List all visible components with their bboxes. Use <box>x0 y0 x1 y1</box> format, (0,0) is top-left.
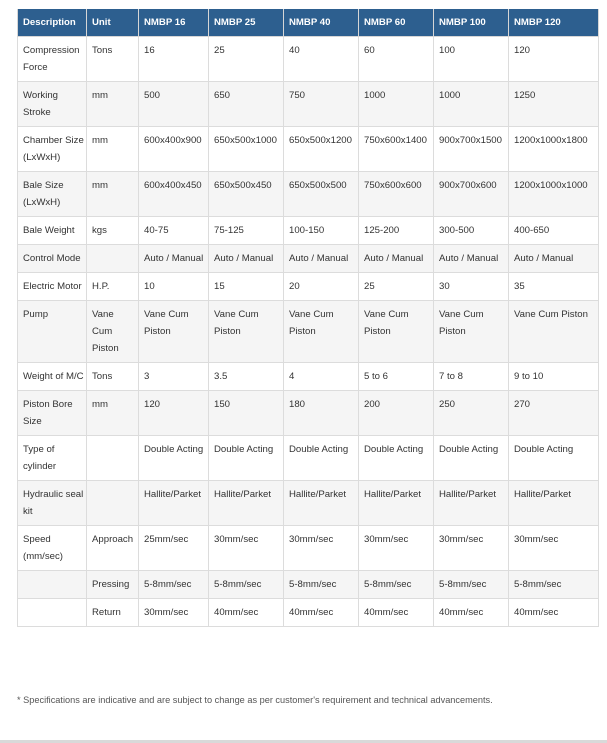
table-row <box>18 363 599 391</box>
table-cell-nmbp-40: 750 <box>284 82 359 127</box>
table-cell-nmbp-120: 120 <box>509 37 599 82</box>
table-cell-description: Chamber Size (LxWxH) <box>18 127 87 172</box>
table-cell-nmbp-25: 150 <box>209 391 284 436</box>
column-header-nmbp-40: NMBP 40 <box>284 9 359 37</box>
table-cell-nmbp-60: Auto / Manual <box>359 245 434 273</box>
table-row <box>18 82 599 127</box>
table-cell-nmbp-16: 5-8mm/sec <box>139 571 209 599</box>
table-cell-nmbp-60: 40mm/sec <box>359 599 434 627</box>
column-header-nmbp-25: NMBP 25 <box>209 9 284 37</box>
table-row <box>18 37 599 82</box>
table-row <box>18 127 599 172</box>
table-cell-description: Control Mode <box>18 245 87 273</box>
table-cell-nmbp-100: Double Acting <box>434 436 509 481</box>
table-cell-nmbp-25: 5-8mm/sec <box>209 571 284 599</box>
table-cell-nmbp-120: 400-650 <box>509 217 599 245</box>
table-cell-nmbp-25: 30mm/sec <box>209 526 284 571</box>
table-cell-nmbp-120: Hallite/Parket <box>509 481 599 526</box>
table-cell-nmbp-100: 300-500 <box>434 217 509 245</box>
table-cell-unit: Tons <box>87 363 139 391</box>
table-row <box>18 571 599 599</box>
table-cell-nmbp-40: Hallite/Parket <box>284 481 359 526</box>
table-row <box>18 273 599 301</box>
table-cell-nmbp-60: 60 <box>359 37 434 82</box>
table-cell-nmbp-25: 75-125 <box>209 217 284 245</box>
table-cell-unit: mm <box>87 391 139 436</box>
table-cell-description: Compression Force <box>18 37 87 82</box>
table-cell-unit <box>87 245 139 273</box>
table-cell-unit: Tons <box>87 37 139 82</box>
table-cell-unit: mm <box>87 82 139 127</box>
table-cell-nmbp-60: 1000 <box>359 82 434 127</box>
table-cell-nmbp-120: 35 <box>509 273 599 301</box>
table-cell-nmbp-40: Vane Cum Piston <box>284 301 359 363</box>
table-row <box>18 391 599 436</box>
table-row <box>18 217 599 245</box>
table-cell-unit: Return <box>87 599 139 627</box>
table-cell-nmbp-25: 650x500x450 <box>209 172 284 217</box>
table-row <box>18 599 599 627</box>
table-cell-nmbp-100: 100 <box>434 37 509 82</box>
table-cell-unit: mm <box>87 127 139 172</box>
table-cell-nmbp-100: 900x700x1500 <box>434 127 509 172</box>
table-cell-nmbp-25: 650 <box>209 82 284 127</box>
table-cell-description: Hydraulic seal kit <box>18 481 87 526</box>
column-header-unit: Unit <box>87 9 139 37</box>
table-cell-description: Weight of M/C <box>18 363 87 391</box>
table-cell-nmbp-16: Vane Cum Piston <box>139 301 209 363</box>
table-cell-nmbp-16: 120 <box>139 391 209 436</box>
table-cell-nmbp-120: 1200x1000x1000 <box>509 172 599 217</box>
table-cell-nmbp-100: 30mm/sec <box>434 526 509 571</box>
table-cell-description <box>18 571 87 599</box>
table-cell-nmbp-16: 30mm/sec <box>139 599 209 627</box>
table-cell-nmbp-16: Auto / Manual <box>139 245 209 273</box>
table-cell-nmbp-40: 40mm/sec <box>284 599 359 627</box>
table-cell-nmbp-25: 650x500x1000 <box>209 127 284 172</box>
table-cell-nmbp-100: 40mm/sec <box>434 599 509 627</box>
table-cell-nmbp-120: Vane Cum Piston <box>509 301 599 363</box>
table-cell-nmbp-60: Double Acting <box>359 436 434 481</box>
table-cell-nmbp-60: 125-200 <box>359 217 434 245</box>
table-cell-nmbp-60: 200 <box>359 391 434 436</box>
table-row <box>18 526 599 571</box>
table-cell-nmbp-25: 25 <box>209 37 284 82</box>
table-cell-nmbp-40: 4 <box>284 363 359 391</box>
table-cell-unit: Approach <box>87 526 139 571</box>
table-cell-nmbp-60: 750x600x600 <box>359 172 434 217</box>
table-cell-nmbp-100: 250 <box>434 391 509 436</box>
table-cell-nmbp-60: Vane Cum Piston <box>359 301 434 363</box>
table-cell-description: Pump <box>18 301 87 363</box>
table-row <box>18 436 599 481</box>
table-cell-nmbp-40: 100-150 <box>284 217 359 245</box>
table-cell-nmbp-40: 650x500x1200 <box>284 127 359 172</box>
table-cell-nmbp-60: 25 <box>359 273 434 301</box>
table-row <box>18 245 599 273</box>
table-cell-nmbp-60: 750x600x1400 <box>359 127 434 172</box>
table-cell-nmbp-25: 15 <box>209 273 284 301</box>
table-cell-description: Electric Motor <box>18 273 87 301</box>
table-cell-nmbp-25: Vane Cum Piston <box>209 301 284 363</box>
table-cell-nmbp-120: 270 <box>509 391 599 436</box>
table-cell-description: Bale Weight <box>18 217 87 245</box>
table-cell-nmbp-25: 3.5 <box>209 363 284 391</box>
table-header-row <box>18 9 599 37</box>
table-row <box>18 301 599 363</box>
table-cell-nmbp-40: 20 <box>284 273 359 301</box>
table-cell-description: Working Stroke <box>18 82 87 127</box>
table-cell-nmbp-40: 40 <box>284 37 359 82</box>
table-cell-nmbp-40: Auto / Manual <box>284 245 359 273</box>
table-cell-nmbp-16: 40-75 <box>139 217 209 245</box>
table-cell-nmbp-60: 5 to 6 <box>359 363 434 391</box>
table-cell-description: Speed (mm/sec) <box>18 526 87 571</box>
table-cell-nmbp-40: 180 <box>284 391 359 436</box>
table-cell-nmbp-120: 40mm/sec <box>509 599 599 627</box>
table-cell-nmbp-100: 900x700x600 <box>434 172 509 217</box>
table-cell-nmbp-16: Hallite/Parket <box>139 481 209 526</box>
table-cell-nmbp-16: 600x400x450 <box>139 172 209 217</box>
table-cell-unit <box>87 436 139 481</box>
column-header-nmbp-120: NMBP 120 <box>509 9 599 37</box>
specifications-table <box>17 9 599 627</box>
table-cell-nmbp-100: 7 to 8 <box>434 363 509 391</box>
table-cell-unit: mm <box>87 172 139 217</box>
table-cell-unit <box>87 481 139 526</box>
table-cell-nmbp-25: 40mm/sec <box>209 599 284 627</box>
table-cell-nmbp-25: Double Acting <box>209 436 284 481</box>
table-cell-unit: H.P. <box>87 273 139 301</box>
table-cell-description <box>18 599 87 627</box>
table-cell-nmbp-120: 5-8mm/sec <box>509 571 599 599</box>
table-cell-nmbp-40: Double Acting <box>284 436 359 481</box>
table-cell-nmbp-40: 30mm/sec <box>284 526 359 571</box>
table-cell-nmbp-60: 30mm/sec <box>359 526 434 571</box>
table-cell-nmbp-16: 500 <box>139 82 209 127</box>
column-header-nmbp-60: NMBP 60 <box>359 9 434 37</box>
table-cell-nmbp-16: 3 <box>139 363 209 391</box>
table-cell-nmbp-120: Double Acting <box>509 436 599 481</box>
table-cell-description: Piston Bore Size <box>18 391 87 436</box>
table-cell-nmbp-120: 1250 <box>509 82 599 127</box>
table-cell-nmbp-100: 1000 <box>434 82 509 127</box>
table-cell-nmbp-100: 30 <box>434 273 509 301</box>
table-cell-nmbp-60: Hallite/Parket <box>359 481 434 526</box>
table-cell-unit: Vane Cum Piston <box>87 301 139 363</box>
table-cell-nmbp-100: 5-8mm/sec <box>434 571 509 599</box>
table-cell-nmbp-120: Auto / Manual <box>509 245 599 273</box>
table-cell-nmbp-25: Auto / Manual <box>209 245 284 273</box>
table-cell-description: Bale Size (LxWxH) <box>18 172 87 217</box>
table-cell-nmbp-25: Hallite/Parket <box>209 481 284 526</box>
table-cell-nmbp-100: Auto / Manual <box>434 245 509 273</box>
table-cell-nmbp-100: Vane Cum Piston <box>434 301 509 363</box>
footnote: * Specifications are indicative and are subject to change as per customer's requirement and technical advancements. <box>17 695 493 705</box>
table-cell-nmbp-40: 5-8mm/sec <box>284 571 359 599</box>
table-cell-nmbp-100: Hallite/Parket <box>434 481 509 526</box>
table-cell-nmbp-120: 9 to 10 <box>509 363 599 391</box>
table-cell-description: Type of cylinder <box>18 436 87 481</box>
table-cell-nmbp-40: 650x500x500 <box>284 172 359 217</box>
table-row <box>18 172 599 217</box>
table-cell-nmbp-16: Double Acting <box>139 436 209 481</box>
table-cell-nmbp-16: 10 <box>139 273 209 301</box>
table-cell-unit: Pressing <box>87 571 139 599</box>
column-header-nmbp-100: NMBP 100 <box>434 9 509 37</box>
column-header-nmbp-16: NMBP 16 <box>139 9 209 37</box>
column-header-description: Description <box>18 9 87 37</box>
table-cell-nmbp-16: 25mm/sec <box>139 526 209 571</box>
table-row <box>18 481 599 526</box>
table-cell-nmbp-120: 1200x1000x1800 <box>509 127 599 172</box>
table-cell-nmbp-16: 600x400x900 <box>139 127 209 172</box>
table-cell-unit: kgs <box>87 217 139 245</box>
table-cell-nmbp-60: 5-8mm/sec <box>359 571 434 599</box>
table-cell-nmbp-16: 16 <box>139 37 209 82</box>
table-cell-nmbp-120: 30mm/sec <box>509 526 599 571</box>
